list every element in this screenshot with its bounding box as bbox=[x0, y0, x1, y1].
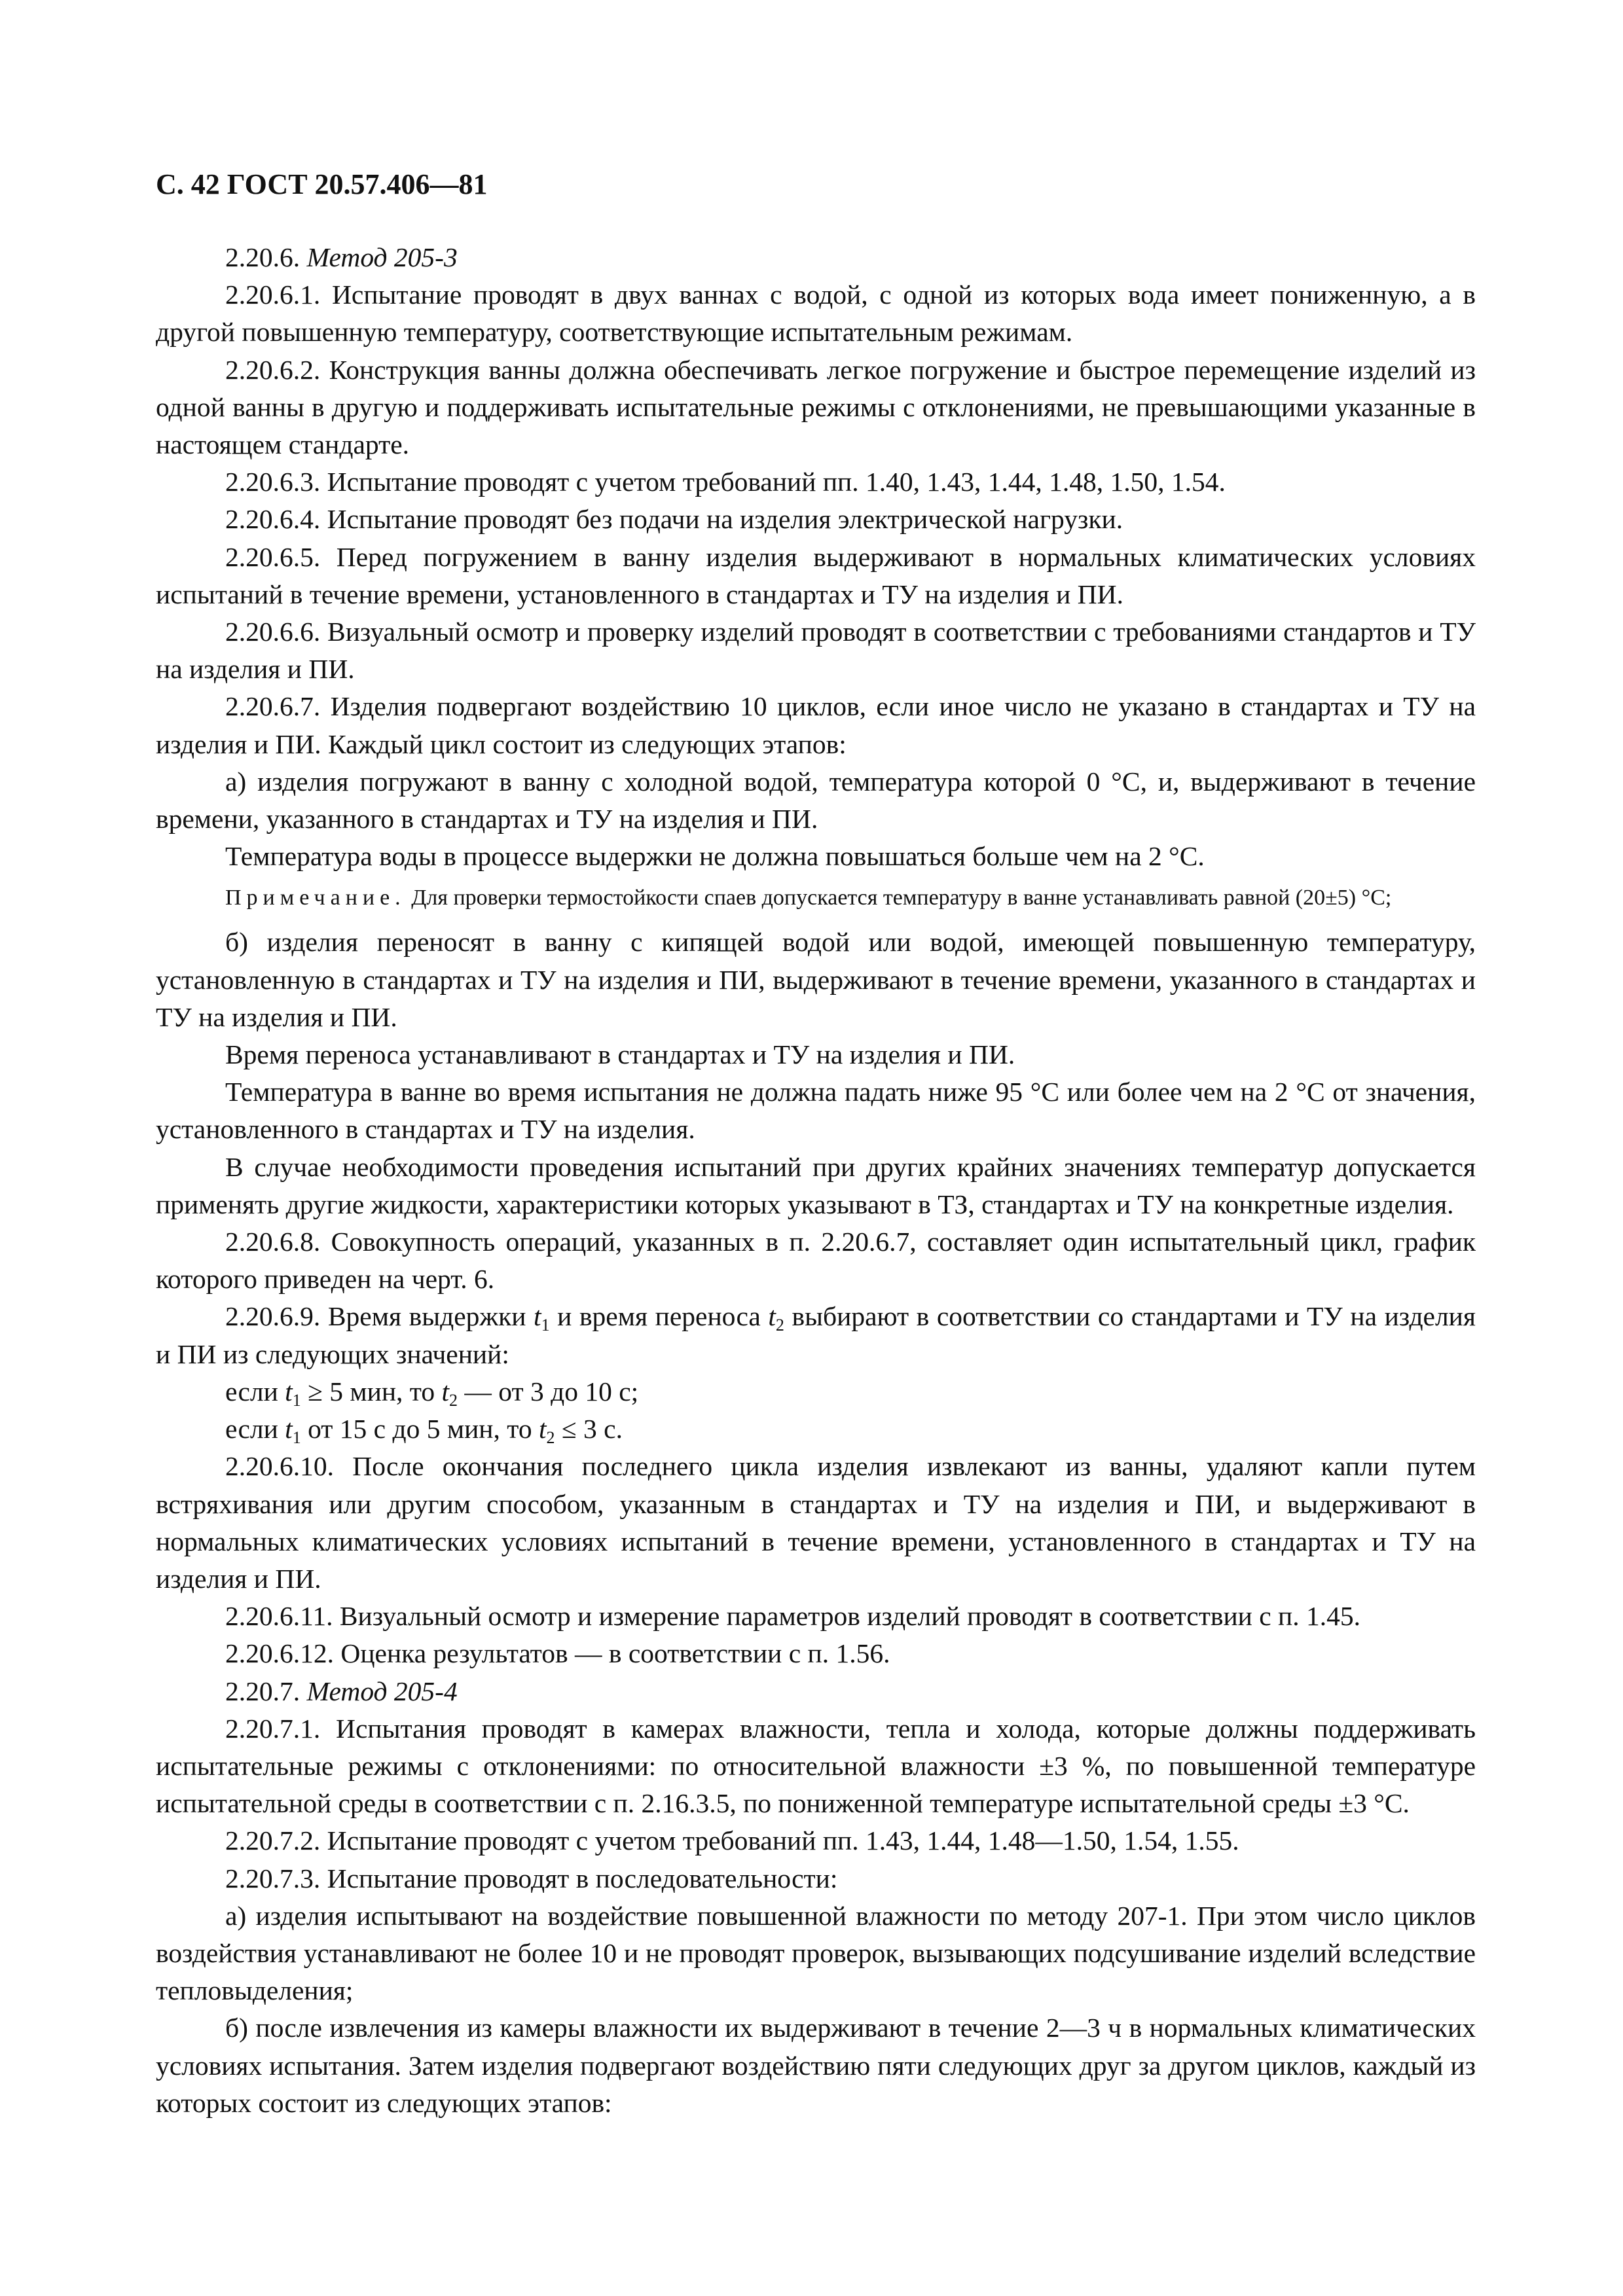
text-run: — от 3 до 10 с; bbox=[458, 1376, 639, 1407]
paragraph: 2.20.6.5. Перед погружением в ванну изделия выдерживают в нормальных климатических условиях испытаний в течение времени, установленного в стандартах и ТУ на изделия и ПИ. bbox=[156, 541, 1476, 609]
subscript: 2 bbox=[546, 1428, 555, 1448]
var-t: t bbox=[768, 1301, 776, 1332]
subscript: 2 bbox=[775, 1316, 784, 1335]
paragraph: 2.20.6.11. Визуальный осмотр и измерение параметров изделий проводят в соответствии с п. 1.45. bbox=[225, 1601, 1361, 1632]
paragraph: 2.20.6.7. Изделия подвергают воздействию 10 циклов, если иное число не указано в стандартах и ТУ на изделия и ПИ. Каждый цикл состоит из следующих этапов: bbox=[156, 691, 1476, 759]
list-item: б) после извлечения из камеры влажности их выдерживают в течение 2—3 ч в нормальных климатических условиях испытания. Затем изделия подвергают воздействию пяти следующих друг за другом циклов, каждый из которых состоит из следующих этапов: bbox=[156, 2013, 1476, 2118]
note bbox=[156, 880, 1476, 916]
var-t: t bbox=[441, 1376, 450, 1407]
note-text: Для проверки термостойкости спаев допускается температуру в ванне устанавливать равной (20±5) °С; bbox=[405, 886, 1392, 910]
paragraph: 2.20.6.3. Испытание проводят с учетом требований пп. 1.40, 1.43, 1.44, 1.48, 1.50, 1.54. bbox=[225, 467, 1226, 497]
section-2-20-7 bbox=[156, 1673, 1476, 1710]
paragraph: 2.20.6.4. Испытание проводят без подачи на изделия электрической нагрузки. bbox=[225, 504, 1123, 535]
paragraph: Время переноса устанавливают в стандартах и ТУ на изделия и ПИ. bbox=[225, 1039, 1015, 1070]
list-item: а) изделия испытывают на воздействие повышенной влажности по методу 207-1. При этом число циклов воздействия устанавливают не более 10 и не проводят проверок, вызывающих подсушивание изделий вследствие тепловыделения; bbox=[156, 1900, 1476, 2006]
condition-line bbox=[156, 1410, 1476, 1448]
subscript: 2 bbox=[449, 1390, 458, 1410]
text-run: ≤ 3 с. bbox=[555, 1414, 623, 1444]
text-run: если bbox=[225, 1414, 285, 1444]
var-t: t bbox=[534, 1301, 541, 1332]
paragraph: Температура в ванне во время испытания не должна падать ниже 95 °С или более чем на 2 °С от значения, установленного в стандартах и ТУ на изделия. bbox=[156, 1077, 1476, 1145]
condition-line bbox=[156, 1373, 1476, 1410]
method-title: Метод 205-3 bbox=[306, 242, 458, 272]
text-run: от 15 с до 5 мин, то bbox=[301, 1414, 539, 1444]
subscript: 1 bbox=[541, 1316, 550, 1335]
paragraph: 2.20.7.1. Испытания проводят в камерах влажности, тепла и холода, которые должны поддерживать испытательные режимы с отклонениями: по относительной влажности ±3 %, по повышенной температуре испытательной среды в соответствии с п. 2.16.3.5, по пониженной температуре испытательной среды ±3 °С. bbox=[156, 1713, 1476, 1819]
var-t: t bbox=[538, 1414, 547, 1444]
list-item: а) изделия погружают в ванну с холодной водой, температура которой 0 °С, и, выдерживают в течение времени, указанного в стандартах и ТУ на изделия и ПИ. bbox=[156, 766, 1476, 834]
var-t: t bbox=[285, 1414, 293, 1444]
list-item: б) изделия переносят в ванну с кипящей водой или водой, имеющей повышенную температуру, установленную в стандартах и ТУ на изделия и ПИ, выдерживают в течение времени, указанного в стандартах и ТУ на изделия и ПИ. bbox=[156, 927, 1476, 1032]
subscript: 1 bbox=[292, 1390, 301, 1410]
method-title: Метод 205-4 bbox=[306, 1676, 458, 1706]
paragraph: 2.20.6.12. Оценка результатов — в соответствии с п. 1.56. bbox=[225, 1638, 890, 1669]
text-run: выбирают в соответствии со стандартами и ТУ на изделия и ПИ из следующих значений: bbox=[156, 1301, 1476, 1369]
section-2-20-6 bbox=[156, 239, 1476, 276]
paragraph: 2.20.7.3. Испытание проводят в последовательности: bbox=[225, 1863, 838, 1893]
document-body bbox=[156, 239, 1476, 2122]
paragraph: 2.20.6.10. После окончания последнего цикла изделия извлекают из ванны, удаляют капли путем встряхивания или другим способом, указанным в стандартах и ТУ на изделия и ПИ, и выдерживают в нормальных климатических условиях испытаний в течение времени, установленного в стандартах и ТУ на изделия и ПИ. bbox=[156, 1451, 1476, 1594]
paragraph bbox=[156, 1298, 1476, 1372]
paragraph: 2.20.6.6. Визуальный осмотр и проверку изделий проводят в соответствии с требованиями стандартов и ТУ на изделия и ПИ. bbox=[156, 617, 1476, 685]
var-t: t bbox=[285, 1376, 293, 1407]
subscript: 1 bbox=[292, 1428, 301, 1448]
text-run: ≥ 5 мин, то bbox=[301, 1376, 442, 1407]
text-run: и время переноса bbox=[549, 1301, 769, 1332]
section-number: 2.20.7. bbox=[225, 1676, 301, 1706]
paragraph: 2.20.6.2. Конструкция ванны должна обеспечивать легкое погружение и быстрое перемещение изделий из одной ванны в другую и поддерживать испытательные режимы с отклонениями, не превышающими указанные в настоящем стандарте. bbox=[156, 354, 1476, 460]
section-number: 2.20.6. bbox=[225, 242, 301, 272]
paragraph: Температура воды в процессе выдержки не должна повышаться больше чем на 2 °С. bbox=[225, 841, 1205, 872]
paragraph: В случае необходимости проведения испытаний при других крайних значениях температур допускается применять другие жидкости, характеристики которых указывают в ТЗ, стандартах и ТУ на конкретные изделия. bbox=[156, 1151, 1476, 1219]
note-label: Примечание. bbox=[225, 886, 406, 910]
text-run: 2.20.6.9. Время выдержки bbox=[225, 1301, 534, 1332]
paragraph: 2.20.7.2. Испытание проводят с учетом требований пп. 1.43, 1.44, 1.48—1.50, 1.54, 1.55. bbox=[225, 1825, 1239, 1856]
paragraph: 2.20.6.8. Совокупность операций, указанных в п. 2.20.6.7, составляет один испытательный цикл, график которого приведен на черт. 6. bbox=[156, 1227, 1476, 1295]
paragraph: 2.20.6.1. Испытание проводят в двух ваннах с водой, с одной из которых вода имеет пониженную, а в другой повышенную температуру, соответствующие испытательным режимам. bbox=[156, 279, 1476, 348]
page-header: С. 42 ГОСТ 20.57.406—81 bbox=[156, 168, 488, 200]
text-run: если bbox=[225, 1376, 285, 1407]
